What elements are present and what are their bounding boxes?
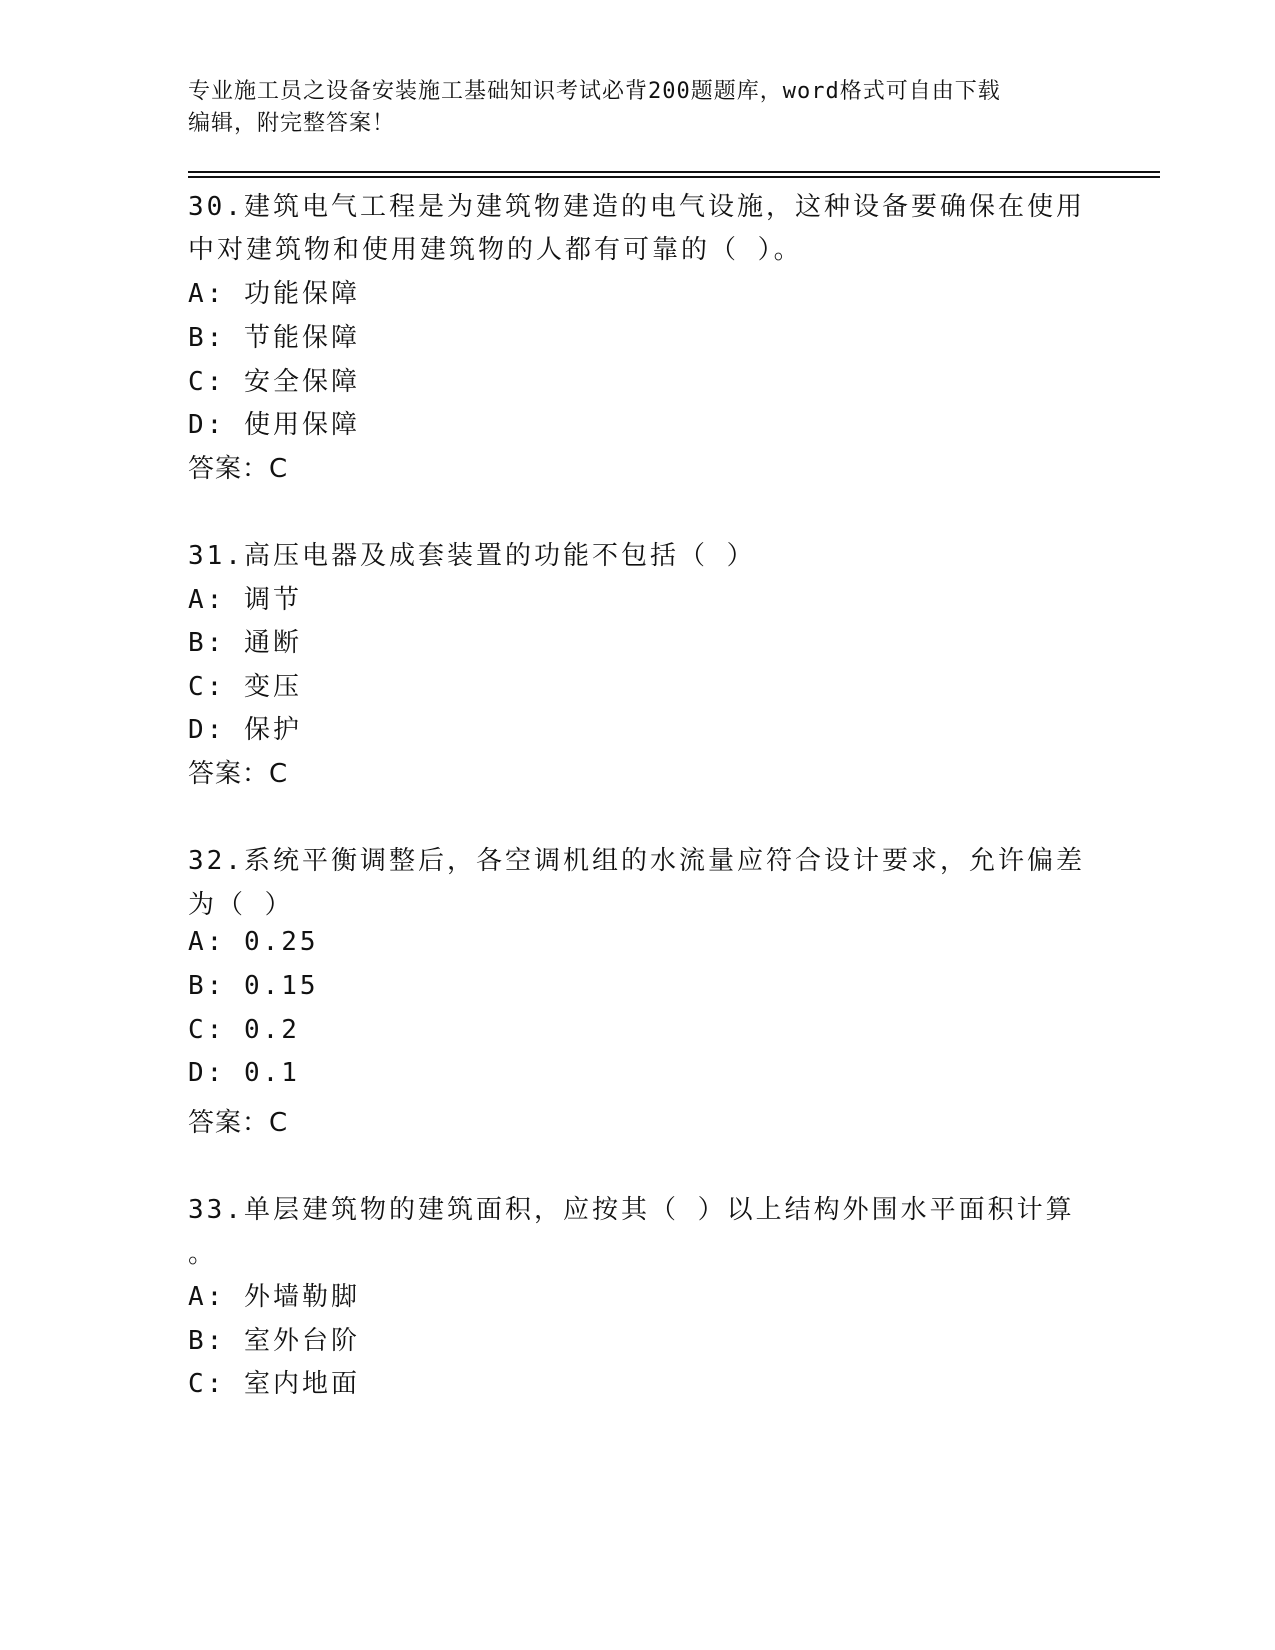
question-30-option-d: D: 使用保障 [188,410,360,440]
question-32-stem-continued: 为（ ） [188,890,294,920]
question-30-option-a: A: 功能保障 [188,279,360,309]
question-31-stem: 31.高压电器及成套装置的功能不包括（ ） [188,541,756,571]
question-33-option-a: A: 外墙勒脚 [188,1282,360,1312]
question-31-option-c: C: 变压 [188,672,302,702]
question-33-option-b: B: 室外台阶 [188,1326,360,1356]
question-30-stem: 30.建筑电气工程是为建筑物建造的电气设施，这种设备要确保在使用 [188,192,1085,222]
header-divider-bottom [188,176,1160,178]
question-32-option-a: A: 0.25 [188,927,319,957]
question-32-option-d: D: 0.1 [188,1058,300,1088]
question-33-stem-continued: 。 [188,1239,218,1269]
question-30-option-b: B: 节能保障 [188,323,360,353]
question-31-option-b: B: 通断 [188,628,302,658]
question-32-option-c: C: 0.2 [188,1015,300,1045]
question-33-option-c: C: 室内地面 [188,1369,360,1399]
question-31-answer: 答案：C [188,759,289,789]
header-title-line-1: 专业施工员之设备安装施工基础知识考试必背200题题库，word格式可自由下载 [188,79,1001,104]
question-32-stem: 32.系统平衡调整后，各空调机组的水流量应符合设计要求，允许偏差 [188,846,1085,876]
question-31-option-a: A: 调节 [188,585,302,615]
header-title-line-2: 编辑，附完整答案！ [188,111,396,136]
question-30-option-c: C: 安全保障 [188,367,360,397]
question-33-stem: 33.单层建筑物的建筑面积，应按其（ ）以上结构外围水平面积计算 [188,1195,1075,1225]
header-divider-top [188,171,1160,173]
question-30-answer: 答案：C [188,454,289,484]
question-31-option-d: D: 保护 [188,715,302,745]
question-30-stem-continued: 中对建筑物和使用建筑物的人都有可靠的（ ）。 [188,235,803,265]
question-32-answer: 答案：C [188,1108,289,1138]
question-32-option-b: B: 0.15 [188,971,319,1001]
